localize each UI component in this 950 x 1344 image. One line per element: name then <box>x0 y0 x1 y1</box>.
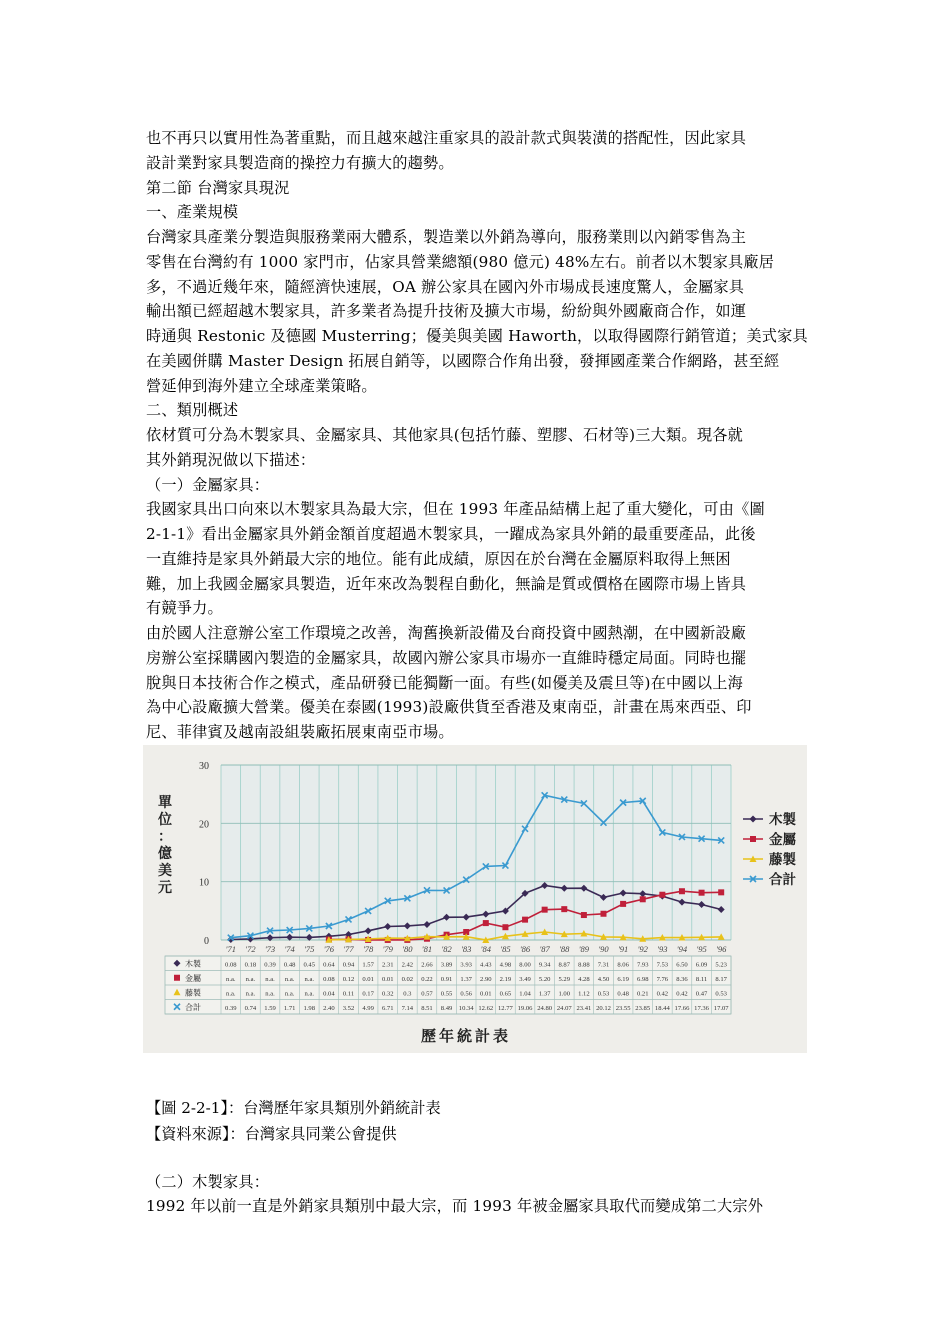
x-tick-label: '87 <box>539 944 550 954</box>
y-tick-label: 0 <box>204 936 209 947</box>
table-cell-value: 2.90 <box>480 975 492 983</box>
table-cell-value: 0.45 <box>303 961 316 969</box>
text-line: 我國家具出口向來以木製家具為最大宗，但在 1993 年產品結構上起了重大變化，可由《圖 <box>146 500 765 519</box>
x-tick-label: '71 <box>225 944 236 954</box>
table-cell-value: 4.99 <box>362 1004 374 1012</box>
table-cell-value: 0.32 <box>381 990 394 998</box>
table-series-name: 藤製 <box>185 988 201 998</box>
table-cell-value: 0.3 <box>403 990 412 998</box>
table-cell-value: 0.65 <box>499 990 512 998</box>
data-point <box>561 906 567 912</box>
table-cell-value: 2.40 <box>323 1004 335 1012</box>
data-point <box>601 911 607 917</box>
table-cell-value: 8.06 <box>617 961 629 969</box>
data-point <box>640 896 646 902</box>
table-cell-value: 3.93 <box>460 961 472 969</box>
y-tick-label: 10 <box>199 877 209 889</box>
text-line: 一直維持是家具外銷最大宗的地位。能有此成績，原因在於台灣在金屬原料取得上無困 <box>146 549 731 568</box>
text-line: （二）木製家具： <box>146 1173 270 1191</box>
text-line: 為中心設廠擴大營業。優美在泰國(1993)設廠供貨至香港及東南亞，計畫在馬來西亞、印 <box>146 698 752 717</box>
table-cell-value: 0.56 <box>460 990 472 998</box>
table-cell-value: n.a. <box>265 990 275 998</box>
x-tick-label: '88 <box>559 944 570 954</box>
table-cell-value: 1.00 <box>558 990 571 998</box>
table-cell-value: 12.62 <box>478 1004 494 1012</box>
table-legend-marker <box>174 975 180 981</box>
table-cell-value: 6.19 <box>617 975 629 983</box>
table-cell-value: 0.01 <box>381 975 394 983</box>
table-cell-value: 1.12 <box>578 990 590 998</box>
table-cell-value: 6.71 <box>381 1004 394 1012</box>
table-cell-value: 0.48 <box>283 961 296 969</box>
x-tick-label: '86 <box>519 944 531 954</box>
data-point <box>483 920 489 926</box>
table-cell-value: n.a. <box>265 975 275 983</box>
data-point <box>679 888 685 894</box>
x-tick-label: '84 <box>480 944 491 954</box>
x-tick-label: '90 <box>598 944 609 954</box>
table-cell-value: 1.98 <box>303 1004 316 1012</box>
table-cell-value: 7.31 <box>597 961 610 969</box>
table-cell-value: 1.57 <box>362 961 374 969</box>
data-point <box>502 924 508 930</box>
table-cell-value: 4.43 <box>480 961 492 969</box>
text-line: 有競爭力。 <box>146 599 223 618</box>
x-tick-label: '95 <box>696 944 707 954</box>
y-tick-label: 20 <box>199 819 209 831</box>
text-line: 零售在台灣約有 1000 家門市，佔家具營業總額(980 億元) 48%左右。前者以木製家具廠居 <box>146 252 775 271</box>
table-cell-value: 17.36 <box>694 1004 709 1012</box>
legend-label: 金屬 <box>769 832 796 848</box>
table-cell-value: n.a. <box>284 975 295 983</box>
table-cell-value: 4.98 <box>499 961 512 969</box>
table-cell-value: 0.42 <box>676 990 688 998</box>
data-point <box>542 907 548 913</box>
table-cell-value: 3.52 <box>342 1004 355 1012</box>
table-cell-value: 0.17 <box>362 990 374 998</box>
text-line: 尼、菲律賓及越南設組裝廠拓展東南亞市場。 <box>146 723 454 741</box>
y-axis-label-char: 位 <box>158 812 172 828</box>
x-tick-label: '76 <box>323 944 335 954</box>
figure-caption: 【圖 2-2-1】：台灣歷年家具類別外銷統計表 <box>146 1099 441 1117</box>
table-cell-value: 7.76 <box>656 975 669 983</box>
table-cell-value: n.a. <box>304 975 315 983</box>
data-point <box>718 889 724 895</box>
table-cell-value: 24.07 <box>556 1004 572 1012</box>
y-axis-label-char: ： <box>158 829 172 845</box>
x-tick-label: '92 <box>637 944 648 954</box>
table-cell-value: 8.49 <box>440 1004 453 1012</box>
text-line: 多，不過近幾年來，隨經濟快速展，OA 辦公家具在國內外市場成長速度驚人，金屬家具 <box>146 277 745 296</box>
table-cell-value: 0.55 <box>440 990 453 998</box>
table-cell-value: n.a. <box>304 990 315 998</box>
table-cell-value: 0.01 <box>362 975 374 983</box>
table-cell-value: 0.18 <box>244 961 257 969</box>
x-tick-label: '94 <box>676 944 688 954</box>
table-series-name: 木製 <box>185 959 201 969</box>
table-cell-value: 24.80 <box>537 1004 553 1012</box>
table-cell-value: 19.06 <box>517 1004 533 1012</box>
table-cell-value: 0.04 <box>323 990 335 998</box>
table-cell-value: 10.34 <box>458 1004 474 1012</box>
y-axis-label-char: 億 <box>158 846 172 862</box>
text-line: （一）金屬家具： <box>146 475 270 494</box>
table-cell-value: 0.91 <box>440 975 453 983</box>
x-axis-label: 歷年統計表 <box>420 1027 512 1045</box>
y-axis-label-char: 元 <box>158 880 172 896</box>
table-cell-value: n.a. <box>226 990 236 998</box>
table-cell-value: 0.22 <box>421 975 433 983</box>
data-point <box>522 917 528 923</box>
legend-marker <box>750 836 756 842</box>
table-cell-value: 23.55 <box>615 1004 631 1012</box>
table-cell-value: 0.74 <box>244 1004 257 1012</box>
y-axis-label-char: 單 <box>158 795 172 811</box>
text-line: 脫與日本技術合作之模式，產品研發已能獨斷一面。有些(如優美及震旦等)在中國以上海 <box>146 673 743 692</box>
legend-label: 木製 <box>769 812 796 828</box>
x-tick-label: '79 <box>382 944 393 954</box>
x-tick-label: '85 <box>500 944 511 954</box>
table-cell-value: 2.42 <box>401 961 414 969</box>
table-cell-value: 0.42 <box>656 990 669 998</box>
text-line: 時通與 Restonic 及德國 Musterring；優美與美國 Haworth，以取得國際行銷管道；美式家具 <box>146 327 808 345</box>
table-cell-value: 1.04 <box>519 990 531 998</box>
table-cell-value: 5.29 <box>558 975 571 983</box>
y-axis-label-char: 美 <box>158 863 172 879</box>
table-cell-value: 0.39 <box>264 961 276 969</box>
text-line: 由於國人注意辦公室工作環境之改善，淘舊換新設備及台商投資中國熱潮，在中國新設廠 <box>146 624 747 642</box>
table-cell-value: 0.48 <box>617 990 629 998</box>
x-tick-label: '77 <box>343 944 354 954</box>
x-tick-label: '83 <box>461 944 472 954</box>
export-line-chart <box>143 745 807 1053</box>
table-cell-value: 0.53 <box>715 990 727 998</box>
table-cell-value: 0.08 <box>323 975 335 983</box>
table-cell-value: n.a. <box>284 990 295 998</box>
x-tick-label: '78 <box>362 944 374 954</box>
text-line: 台灣家具產業分製造與服務業兩大體系，製造業以外銷為導向，服務業則以內銷零售為主 <box>146 228 747 246</box>
table-cell-value: 0.12 <box>342 975 355 983</box>
x-tick-label: '73 <box>264 944 276 954</box>
x-tick-label: '81 <box>421 944 433 954</box>
table-cell-value: 8.88 <box>578 961 590 969</box>
table-cell-value: 2.19 <box>499 975 512 983</box>
table-cell-value: 8.00 <box>519 961 531 969</box>
table-cell-value: 6.98 <box>636 975 649 983</box>
table-cell-value: 0.94 <box>342 961 355 969</box>
table-cell-value: 6.09 <box>695 961 708 969</box>
data-point <box>620 901 626 907</box>
text-line: 依材質可分為木製家具、金屬家具、其他家具(包括竹藤、塑膠、石材等)三大類。現各就 <box>146 426 743 444</box>
x-tick-label: '80 <box>402 944 413 954</box>
table-cell-value: 6.50 <box>676 961 688 969</box>
table-cell-value: 7.93 <box>636 961 649 969</box>
table-cell-value: 0.47 <box>695 990 708 998</box>
table-cell-value: 0.53 <box>597 990 610 998</box>
text-line: 二、類別概述 <box>146 401 239 420</box>
y-tick-label: 30 <box>199 761 209 772</box>
legend-label: 藤製 <box>769 852 796 868</box>
table-cell-value: 2.66 <box>421 961 433 969</box>
table-cell-value: 7.14 <box>401 1004 414 1012</box>
table-cell-value: 4.50 <box>597 975 610 983</box>
table-cell-value: 4.28 <box>578 975 590 983</box>
table-cell-value: 12.77 <box>498 1004 513 1012</box>
table-cell-value: 8.11 <box>695 975 708 983</box>
table-cell-value: 3.89 <box>440 961 453 969</box>
table-series-name: 合計 <box>185 1002 201 1012</box>
table-cell-value: 17.66 <box>674 1004 690 1012</box>
table-cell-value: 7.53 <box>656 961 669 969</box>
chart-figure <box>143 745 807 1053</box>
x-tick-label: '74 <box>284 944 295 954</box>
table-cell-value: 0.08 <box>225 961 237 969</box>
table-cell-value: 1.37 <box>460 975 472 983</box>
text-line: 一、產業規模 <box>146 203 239 222</box>
text-line: 第二節 台灣家具現況 <box>146 178 290 197</box>
table-cell-value: 17.07 <box>713 1004 729 1012</box>
table-cell-value: 1.37 <box>538 990 551 998</box>
table-cell-value: 8.17 <box>715 975 727 983</box>
table-cell-value: 0.11 <box>342 990 355 998</box>
x-tick-label: '91 <box>617 944 629 954</box>
x-tick-label: '72 <box>245 944 256 954</box>
table-cell-value: 1.59 <box>264 1004 276 1012</box>
table-cell-value: 5.20 <box>538 975 551 983</box>
x-tick-label: '75 <box>304 944 315 954</box>
table-cell-value: 0.01 <box>480 990 492 998</box>
source-caption: 【資料來源】：台灣家具同業公會提供 <box>146 1125 397 1143</box>
data-point <box>659 892 665 898</box>
x-tick-label: '93 <box>657 944 668 954</box>
table-cell-value: 20.12 <box>596 1004 611 1012</box>
text-line: 1992 年以前一直是外銷家具類別中最大宗，而 1993 年被金屬家具取代而變成第二大宗外 <box>146 1197 764 1215</box>
x-tick-label: '96 <box>716 944 727 954</box>
table-cell-value: 3.49 <box>519 975 531 983</box>
data-point <box>699 890 705 896</box>
table-cell-value: 0.39 <box>225 1004 237 1012</box>
table-cell-value: 2.31 <box>381 961 394 969</box>
table-cell-value: 0.02 <box>401 975 414 983</box>
table-cell-value: n.a. <box>226 975 236 983</box>
table-cell-value: 8.87 <box>558 961 571 969</box>
table-cell-value: n.a. <box>245 990 256 998</box>
table-cell-value: 23.85 <box>635 1004 651 1012</box>
table-series-name: 金屬 <box>185 973 201 983</box>
text-line: 營延伸到海外建立全球產業策略。 <box>146 376 377 395</box>
text-line: 難，加上我國金屬家具製造，近年來改為製程自動化，無論是質或價格在國際市場上皆具 <box>146 574 747 593</box>
text-line: 房辦公室採購國內製造的金屬家具，故國內辦公家具市場亦一直維時穩定局面。同時也擺 <box>146 648 747 667</box>
table-cell-value: 9.34 <box>538 961 551 969</box>
x-tick-label: '82 <box>441 944 452 954</box>
table-cell-value: 5.23 <box>715 961 727 969</box>
legend-label: 合計 <box>769 872 796 888</box>
data-point <box>581 912 587 918</box>
text-line: 在美國併購 Master Design 拓展自銷等，以國際合作角出發，發揮國產業合作網路，甚至經 <box>146 351 780 370</box>
text-line: 輸出額已經超越木製家具，許多業者為提升技術及擴大市場，紛紛與外國廠商合作，如運 <box>146 302 747 321</box>
table-cell-value: 0.21 <box>636 990 649 998</box>
table-cell-value: 8.51 <box>421 1004 433 1012</box>
table-cell-value: 23.41 <box>576 1004 592 1012</box>
table-cell-value: n.a. <box>245 975 256 983</box>
table-cell-value: 18.44 <box>654 1004 670 1012</box>
text-line: 2-1-1》看出金屬家具外銷金額首度超過木製家具，一躍成為家具外銷的最重要產品，此後 <box>146 525 756 543</box>
text-line: 設計業對家具製造商的操控力有擴大的趨勢。 <box>146 153 454 172</box>
table-cell-value: 0.57 <box>421 990 433 998</box>
x-tick-label: '89 <box>578 944 590 954</box>
text-line: 也不再只以實用性為著重點，而且越來越注重家具的設計款式與裝潢的搭配性，因此家具 <box>146 129 747 147</box>
table-cell-value: 8.36 <box>676 975 688 983</box>
table-cell-value: 0.64 <box>323 961 335 969</box>
text-line: 其外銷現況做以下描述： <box>146 450 316 469</box>
table-cell-value: 1.71 <box>283 1004 296 1012</box>
